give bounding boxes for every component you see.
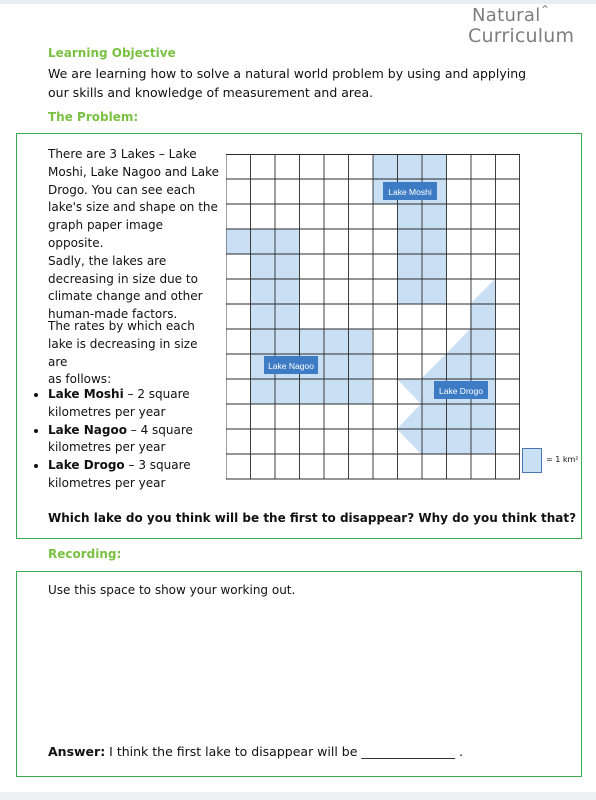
natural-curriculum-logo <box>468 5 588 49</box>
rate-lake-name: Lake Moshi <box>48 387 124 401</box>
rate-item-nagoo <box>48 422 218 458</box>
rate-lake-name: Lake Nagoo <box>48 422 127 437</box>
lake-nagoo-shape <box>226 229 299 254</box>
legend-square <box>522 448 542 473</box>
intro-line: There are 3 Lakes – Lake <box>48 147 197 161</box>
learning-objective-heading: Learning Objective <box>48 46 176 60</box>
lake-drogo-shape <box>397 379 421 404</box>
rate-value: – 4 square <box>126 422 193 437</box>
working-instruction: Use this space to show your working out. <box>48 583 296 597</box>
intro-line: decreasing in size due to <box>48 271 198 286</box>
learning-objective-text: We are learning how to solve a natural world problem by using and applying our skills and knowledge of measurement and area. <box>48 66 527 100</box>
answer-line <box>48 744 463 759</box>
problem-heading: The Problem: <box>48 110 139 124</box>
intro-line: climate change and other <box>48 289 203 304</box>
rates-intro-line: The rates by which each <box>48 319 195 333</box>
rates-intro <box>48 318 220 389</box>
rates-intro-line: lake is decreasing in size are <box>48 336 198 369</box>
rate-value: – 3 square <box>124 458 191 473</box>
lake-drogo-label <box>434 381 488 399</box>
lake-nagoo-label <box>264 356 318 374</box>
lake-nagoo-shape <box>250 254 299 329</box>
rate-item-drogo <box>48 457 218 493</box>
answer-text: I think the first lake to disappear will be _______________ . <box>105 744 464 759</box>
intro-line: Drogo. You can see each <box>48 182 196 197</box>
answer-label: Answer: <box>48 744 106 759</box>
intro-line: Sadly, the lakes are <box>48 253 167 268</box>
lake-drogo-label-text: Lake Drogo <box>439 386 483 396</box>
problem-question: Which lake do you think will be the first to disappear? Why do you think that? <box>48 511 577 525</box>
lake-moshi-label-text: Lake Moshi <box>388 187 432 197</box>
lake-nagoo-label-text: Lake Nagoo <box>268 361 314 371</box>
rate-value: – 2 square <box>123 387 190 401</box>
rate-lake-name: Lake Drogo <box>48 458 125 473</box>
top-border <box>0 0 596 4</box>
intro-line: Moshi, Lake Nagoo and Lake <box>48 164 220 179</box>
recording-heading: Recording: <box>48 547 122 561</box>
logo-text-curriculum: Curriculum <box>468 25 575 47</box>
legend-label: = 1 km² <box>546 455 579 464</box>
lakes-graph-paper <box>226 154 520 480</box>
lake-moshi-shape <box>373 154 446 179</box>
intro-line: graph paper image opposite. <box>48 218 164 250</box>
rate-unit: kilometres per year <box>48 404 166 419</box>
bottom-border <box>0 792 596 800</box>
rate-unit: kilometres per year <box>48 440 166 455</box>
intro-line: lake's size and shape on the <box>48 200 218 215</box>
rates-list <box>30 386 218 493</box>
problem-intro <box>48 146 220 324</box>
rate-item-moshi <box>48 386 218 422</box>
lake-moshi-label <box>383 182 437 200</box>
rates-intro-line: as follows: <box>48 372 112 387</box>
intro-line: human-made factors. <box>48 307 178 322</box>
logo-text-natural: Natural <box>472 5 541 26</box>
rate-unit: kilometres per year <box>48 475 166 490</box>
leaf-icon: ⌃ <box>540 3 551 17</box>
